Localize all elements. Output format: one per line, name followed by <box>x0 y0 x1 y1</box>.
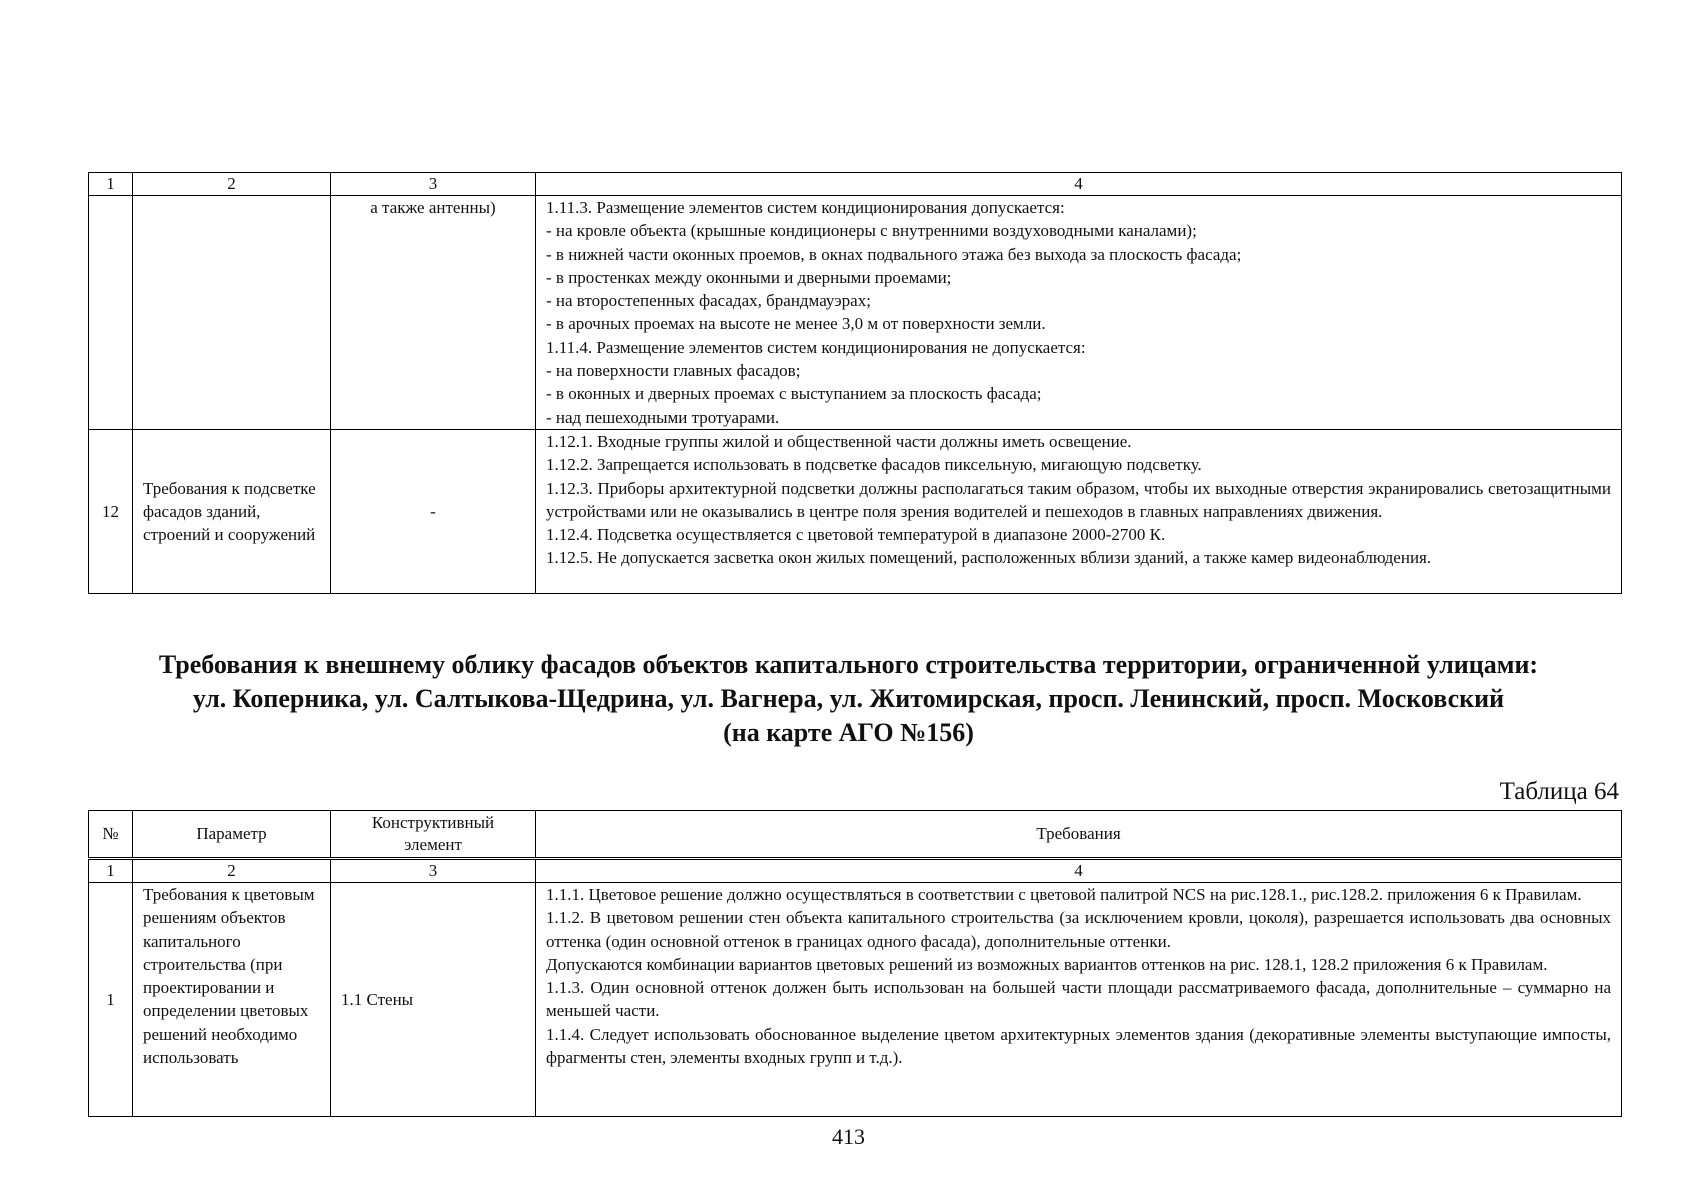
requirement-line: - в арочных проемах на высоте не менее 3,0 м от поверхности земли. <box>546 314 1046 334</box>
continuation-table <box>88 172 1622 594</box>
element-cell: а также антенны) <box>331 196 536 430</box>
table-label: Таблица 64 <box>1499 778 1619 805</box>
requirements-table <box>88 810 1622 1117</box>
header-element: Конструктивный элемент <box>331 811 536 859</box>
requirement-line: 1.1.3. Один основной оттенок должен быть использован на большей части площади рассматриваемого фасада, дополнительные – суммарно на меньшей части. <box>546 978 1611 1021</box>
requirement-line: 1.1.4. Следует использовать обоснованное выделение цветом архитектурных элементов здания (декоративные элементы выступающие импосты, фрагменты стен, элементы входных групп и т.д.). <box>546 1024 1611 1068</box>
header-number: № <box>89 811 133 859</box>
requirement-line: 1.12.4. Подсветка осуществляется с цветовой температурой в диапазоне 2000-2700 К. <box>546 525 1166 545</box>
column-number-row <box>89 173 1622 196</box>
heading-line: (на карте АГО №156) <box>723 718 974 747</box>
requirements-cell <box>536 883 1622 1117</box>
requirement-line: - на поверхности главных фасадов; <box>546 361 801 381</box>
column-number-row <box>89 859 1622 883</box>
row-number-cell <box>89 196 133 430</box>
parameter-cell <box>133 196 331 430</box>
col-number-1: 1 <box>89 859 133 883</box>
requirement-line: - над пешеходными тротуарами. <box>546 407 780 427</box>
requirements-cell <box>536 430 1622 594</box>
col-number-4: 4 <box>536 859 1622 883</box>
col-number-4: 4 <box>536 173 1622 196</box>
requirement-line: - на второстепенных фасадах, брандмауэрах; <box>546 291 871 311</box>
heading-line: Требования к внешнему облику фасадов объектов капитального строительства территории, ограниченной улицами: <box>158 650 1539 679</box>
header-parameter: Параметр <box>133 811 331 859</box>
header-row <box>89 811 1622 859</box>
row-number-cell: 12 <box>89 430 133 594</box>
table-row-1 <box>89 883 1622 1117</box>
section-heading <box>60 648 1637 750</box>
col-number-2: 2 <box>133 859 331 883</box>
requirement-line: 1.12.1. Входные группы жилой и общественной части должны иметь освещение. <box>546 432 1132 451</box>
requirement-line: 1.11.3. Размещение элементов систем кондиционирования допускается: <box>546 198 1065 217</box>
requirement-line: 1.12.3. Приборы архитектурной подсветки должны располагаться таким образом, чтобы их выходные отверстия экранировались светозащитными устройствами или не оказывались в центре поля зрения водителей и пешеходов в главных направлениях движения. <box>546 478 1611 521</box>
requirement-line: - в простенках между оконными и дверными проемами; <box>546 267 952 287</box>
requirement-line: 1.1.2. В цветовом решении стен объекта капитального строительства (за исключением кровли, цоколя), разрешается использовать два основных оттенка (один основной оттенок в границах одного фасада), дополнительные оттенки. <box>546 908 1611 951</box>
row-number-cell: 1 <box>89 883 133 1117</box>
col-number-3: 3 <box>331 173 536 196</box>
element-cell: - <box>331 430 536 594</box>
requirement-line: 1.12.2. Запрещается использовать в подсветке фасадов пиксельную, мигающую подсветку. <box>546 455 1202 475</box>
col-number-2: 2 <box>133 173 331 196</box>
table-row-continued <box>89 196 1622 430</box>
table-row-12 <box>89 430 1622 594</box>
col-number-1: 1 <box>89 173 133 196</box>
heading-line: ул. Коперника, ул. Салтыкова-Щедрина, ул. Вагнера, ул. Житомирская, просп. Ленинский, просп. Московский <box>192 684 1505 713</box>
page-number: 413 <box>832 1124 865 1149</box>
col-number-3: 3 <box>331 859 536 883</box>
requirement-line: 1.1.1. Цветовое решение должно осуществляться в соответствии с цветовой палитрой NCS на рис.128.1., рис.128.2. приложения 6 к Правилам. <box>546 885 1582 904</box>
requirement-line: 1.12.5. Не допускается засветка окон жилых помещений, расположенных вблизи зданий, а также камер видеонаблюдения. <box>546 548 1432 568</box>
parameter-cell: Требования к подсветке фасадов зданий, строений и сооружений <box>133 430 331 594</box>
requirement-line: 1.11.4. Размещение элементов систем кондиционирования не допускается: <box>546 337 1086 357</box>
requirement-line: Допускаются комбинации вариантов цветовых решений из возможных вариантов оттенков на рис. 128.1, 128.2 приложения 6 к Правилам. <box>546 954 1548 974</box>
requirement-line: - в нижней части оконных проемов, в окнах подвального этажа без выхода за плоскость фасада; <box>546 244 1242 264</box>
requirements-cell <box>536 196 1622 430</box>
parameter-cell: Требования к цветовым решениям объектов капитального строительства (при проектировании и определении цветовых решений необходимо использовать <box>133 883 331 1117</box>
requirement-line: - на кровле объекта (крышные кондиционеры с внутренними воздуховодными каналами); <box>546 221 1197 241</box>
header-requirements: Требования <box>536 811 1622 859</box>
element-cell: 1.1 Стены <box>331 883 536 1117</box>
requirement-line: - в оконных и дверных проемах с выступанием за плоскость фасада; <box>546 384 1042 404</box>
